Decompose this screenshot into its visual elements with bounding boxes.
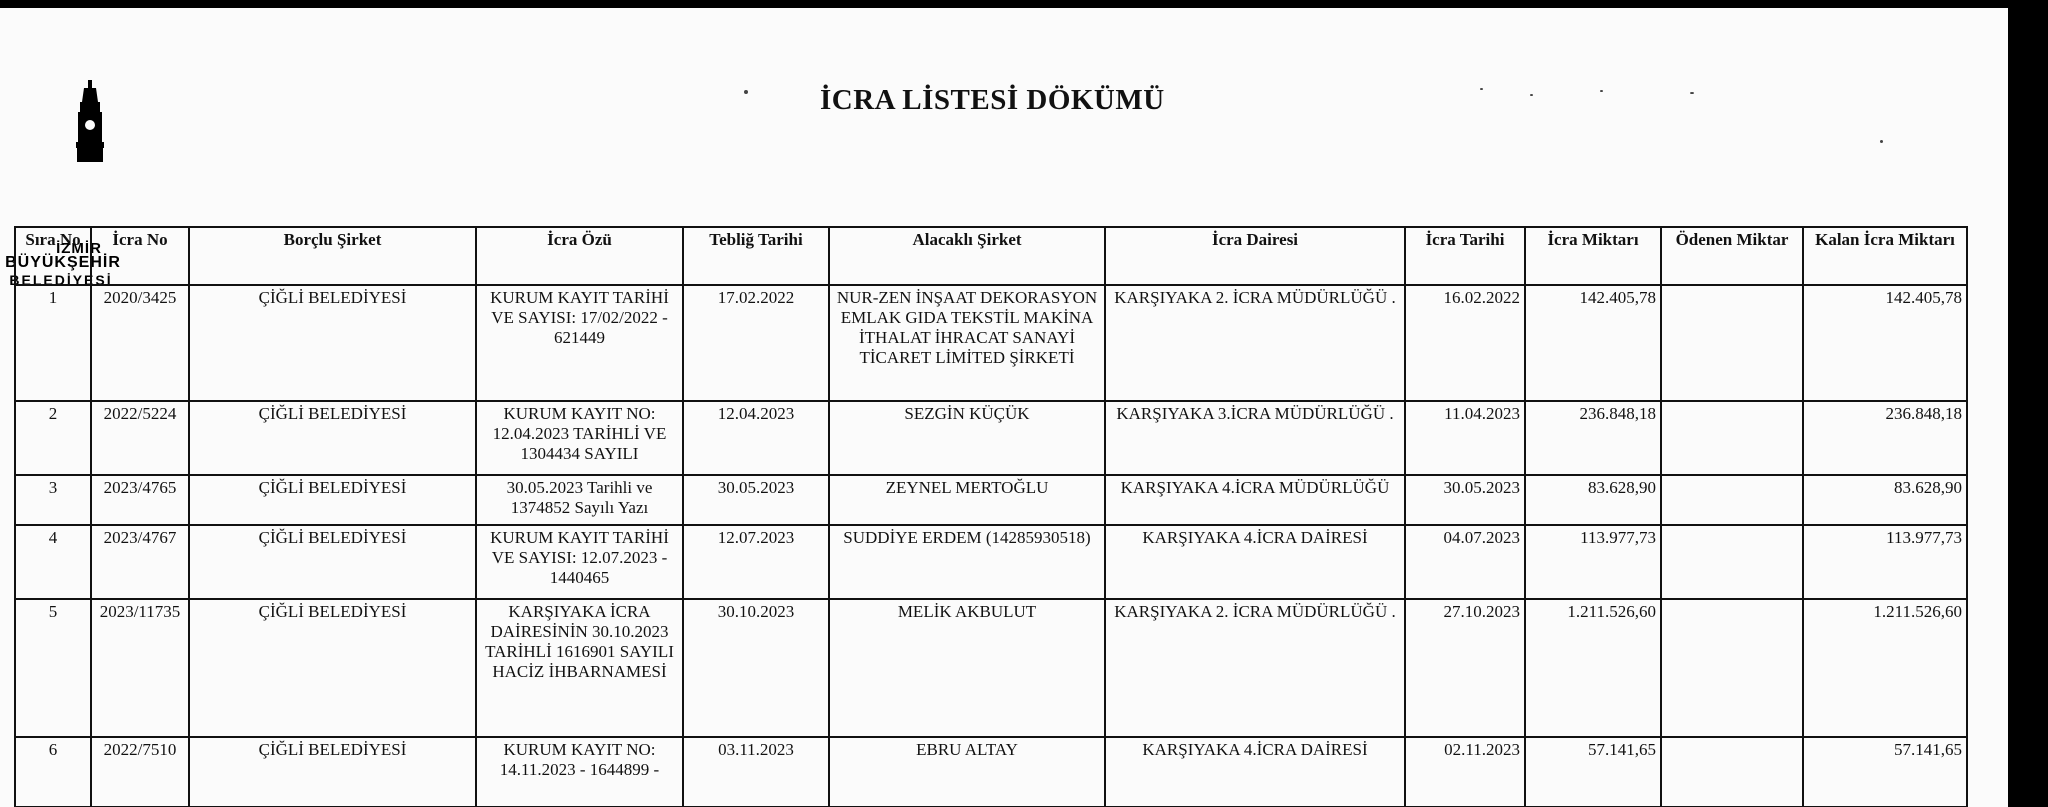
cell-odenen	[1661, 285, 1803, 401]
cell-odenen	[1661, 599, 1803, 737]
cell-teblig: 12.07.2023	[683, 525, 829, 599]
cell-odenen	[1661, 475, 1803, 525]
cell-sira: 4	[15, 525, 91, 599]
cell-borclu: ÇİĞLİ BELEDİYESİ	[189, 525, 476, 599]
cell-alacakli: NUR-ZEN İNŞAAT DEKORASYON EMLAK GIDA TEKSTİL MAKİNA İTHALAT İHRACAT SANAYİ TİCARET LİMİTED ŞİRKETİ	[829, 285, 1105, 401]
cell-icra-tarihi: 02.11.2023	[1405, 737, 1525, 807]
table-row	[15, 525, 1967, 599]
cell-kalan: 236.848,18	[1803, 401, 1967, 475]
scan-speck	[1880, 140, 1883, 143]
logo-line-1: İZMİR	[56, 240, 102, 257]
cell-dairesi: KARŞIYAKA 4.İCRA MÜDÜRLÜĞÜ	[1105, 475, 1405, 525]
cell-sira: 3	[15, 475, 91, 525]
header-odenen-miktar: Ödenen Miktar	[1661, 227, 1803, 285]
header-teblig-tarihi: Tebliğ Tarihi	[683, 227, 829, 285]
header-icra-tarihi: İcra Tarihi	[1405, 227, 1525, 285]
cell-alacakli: MELİK AKBULUT	[829, 599, 1105, 737]
scan-speck	[1480, 88, 1483, 90]
cell-alacakli: ZEYNEL MERTOĞLU	[829, 475, 1105, 525]
cell-icra-no: 2023/4767	[91, 525, 189, 599]
cell-odenen	[1661, 737, 1803, 807]
cell-sira: 6	[15, 737, 91, 807]
cell-icra-ozu: KURUM KAYIT NO: 12.04.2023 TARİHLİ VE 1304434 SAYILI	[476, 401, 683, 475]
clock-tower-icon	[0, 80, 170, 220]
header-alacakli-sirket: Alacaklı Şirket	[829, 227, 1105, 285]
table-row	[15, 599, 1967, 737]
table-row	[15, 737, 1967, 807]
icra-table	[14, 226, 1968, 807]
cell-icra-miktari: 1.211.526,60	[1525, 599, 1661, 737]
cell-icra-no: 2020/3425	[91, 285, 189, 401]
cell-icra-ozu: KURUM KAYIT TARİHİ VE SAYISI: 12.07.2023 - 1440465	[476, 525, 683, 599]
cell-icra-tarihi: 27.10.2023	[1405, 599, 1525, 737]
cell-icra-miktari: 113.977,73	[1525, 525, 1661, 599]
cell-kalan: 1.211.526,60	[1803, 599, 1967, 737]
cell-teblig: 30.05.2023	[683, 475, 829, 525]
cell-sira: 5	[15, 599, 91, 737]
scan-border-right	[2008, 0, 2048, 807]
cell-alacakli: SEZGİN KÜÇÜK	[829, 401, 1105, 475]
table-row	[15, 285, 1967, 401]
scan-speck	[1530, 94, 1533, 96]
cell-dairesi: KARŞIYAKA 2. İCRA MÜDÜRLÜĞÜ .	[1105, 285, 1405, 401]
header-icra-no: İcra No	[91, 227, 189, 285]
cell-teblig: 03.11.2023	[683, 737, 829, 807]
cell-odenen	[1661, 525, 1803, 599]
cell-sira: 1	[15, 285, 91, 401]
cell-alacakli: EBRU ALTAY	[829, 737, 1105, 807]
logo-line-3: BELEDİYESİ	[9, 272, 113, 288]
cell-icra-ozu: KURUM KAYIT TARİHİ VE SAYISI: 17/02/2022 - 621449	[476, 285, 683, 401]
header-kalan-icra-miktari: Kalan İcra Miktarı	[1803, 227, 1967, 285]
cell-icra-tarihi: 16.02.2022	[1405, 285, 1525, 401]
header-icra-ozu: İcra Özü	[476, 227, 683, 285]
cell-icra-miktari: 236.848,18	[1525, 401, 1661, 475]
cell-icra-no: 2023/4765	[91, 475, 189, 525]
cell-borclu: ÇİĞLİ BELEDİYESİ	[189, 599, 476, 737]
table-header-row	[15, 227, 1967, 285]
cell-kalan: 57.141,65	[1803, 737, 1967, 807]
cell-teblig: 30.10.2023	[683, 599, 829, 737]
cell-icra-miktari: 142.405,78	[1525, 285, 1661, 401]
scan-speck	[744, 90, 748, 94]
cell-icra-ozu: KURUM KAYIT NO: 14.11.2023 - 1644899 -	[476, 737, 683, 807]
page-title: İCRA LİSTESİ DÖKÜMÜ	[820, 84, 1165, 116]
cell-dairesi: KARŞIYAKA 3.İCRA MÜDÜRLÜĞÜ .	[1105, 401, 1405, 475]
header-icra-dairesi: İcra Dairesi	[1105, 227, 1405, 285]
cell-alacakli: SUDDİYE ERDEM (14285930518)	[829, 525, 1105, 599]
cell-dairesi: KARŞIYAKA 4.İCRA DAİRESİ	[1105, 737, 1405, 807]
scan-speck	[1690, 92, 1694, 94]
cell-borclu: ÇİĞLİ BELEDİYESİ	[189, 401, 476, 475]
cell-sira: 2	[15, 401, 91, 475]
scan-speck	[1600, 90, 1603, 92]
cell-kalan: 113.977,73	[1803, 525, 1967, 599]
header-borclu-sirket: Borçlu Şirket	[189, 227, 476, 285]
cell-kalan: 142.405,78	[1803, 285, 1967, 401]
cell-icra-ozu: 30.05.2023 Tarihli ve 1374852 Sayılı Yazı	[476, 475, 683, 525]
cell-kalan: 83.628,90	[1803, 475, 1967, 525]
cell-icra-ozu: KARŞIYAKA İCRA DAİRESİNİN 30.10.2023 TARİHLİ 1616901 SAYILI HACİZ İHBARNAMESİ	[476, 599, 683, 737]
cell-icra-tarihi: 30.05.2023	[1405, 475, 1525, 525]
logo-line-2: BÜYÜKŞEHİR	[5, 254, 121, 271]
cell-teblig: 12.04.2023	[683, 401, 829, 475]
header-icra-miktari: İcra Miktarı	[1525, 227, 1661, 285]
cell-icra-no: 2023/11735	[91, 599, 189, 737]
cell-borclu: ÇİĞLİ BELEDİYESİ	[189, 737, 476, 807]
cell-odenen	[1661, 401, 1803, 475]
cell-teblig: 17.02.2022	[683, 285, 829, 401]
cell-icra-no: 2022/5224	[91, 401, 189, 475]
cell-icra-tarihi: 04.07.2023	[1405, 525, 1525, 599]
scan-border-top	[0, 0, 2048, 8]
cell-icra-no: 2022/7510	[91, 737, 189, 807]
cell-borclu: ÇİĞLİ BELEDİYESİ	[189, 285, 476, 401]
table-row	[15, 401, 1967, 475]
cell-icra-miktari: 57.141,65	[1525, 737, 1661, 807]
cell-icra-tarihi: 11.04.2023	[1405, 401, 1525, 475]
cell-borclu: ÇİĞLİ BELEDİYESİ	[189, 475, 476, 525]
cell-dairesi: KARŞIYAKA 4.İCRA DAİRESİ	[1105, 525, 1405, 599]
table-row	[15, 475, 1967, 525]
cell-icra-miktari: 83.628,90	[1525, 475, 1661, 525]
cell-dairesi: KARŞIYAKA 2. İCRA MÜDÜRLÜĞÜ .	[1105, 599, 1405, 737]
header-sira-no: Sıra No	[15, 227, 91, 285]
